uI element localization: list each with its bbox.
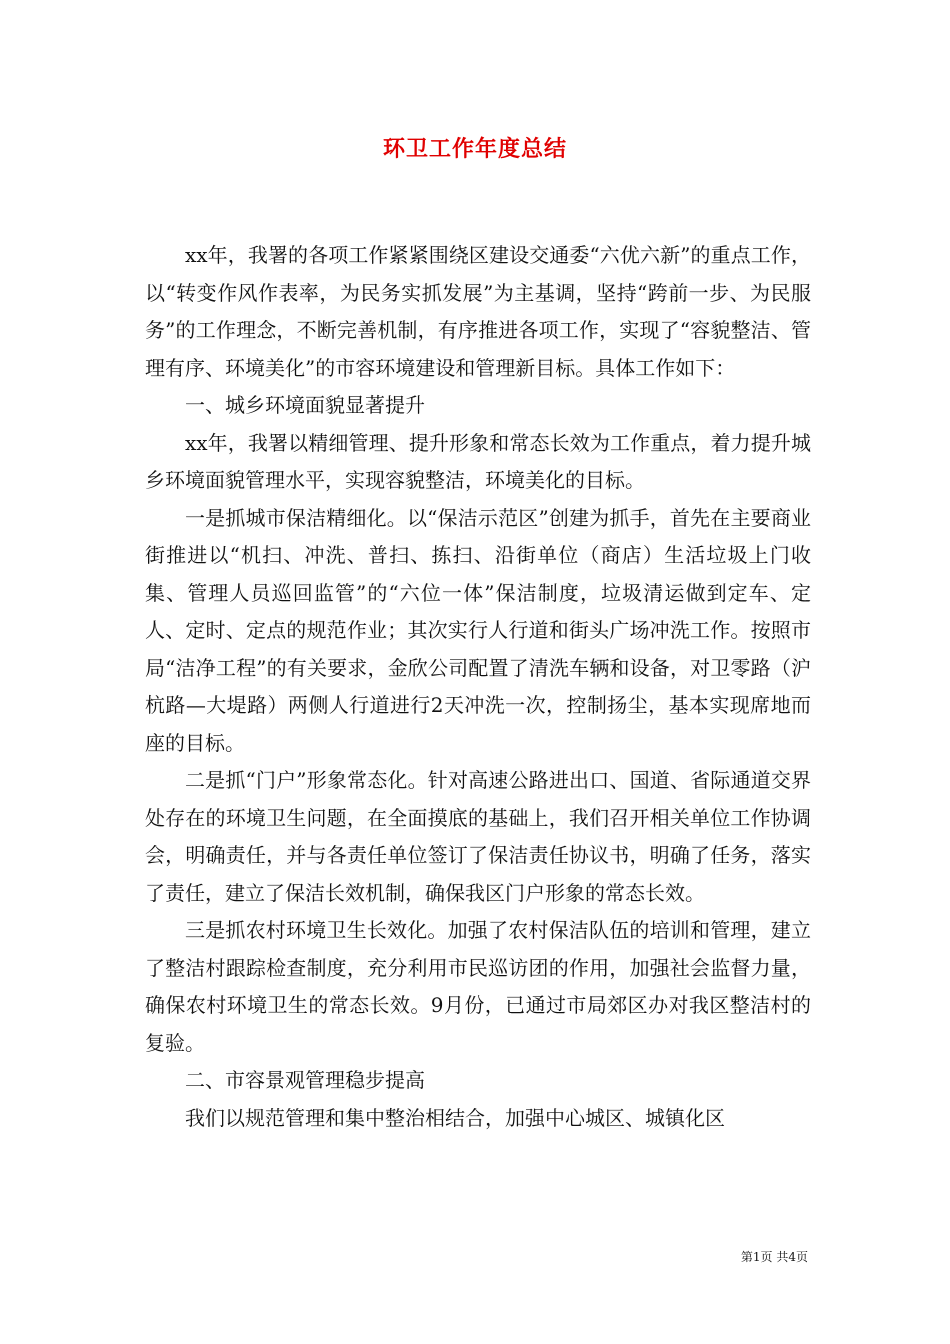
page-number-footer: 第1页 共4页	[740, 1250, 808, 1264]
section-heading-1: 一、城乡环境面貌显著提升	[185, 393, 425, 417]
document-body	[145, 237, 811, 1137]
paragraph-section-2-intro: 我们以规范管理和集中整治相结合，加强中心城区、城镇化区	[185, 1105, 725, 1130]
paragraph-gateway-image: 二是抓“门户”形象常态化。针对高速公路进出口、国道、省际通道交界处存在的环境卫生问题，在全面摸底的基础上，我们召开相关单位工作协调会，明确责任，并与各责任单位签订了保洁责任协议书，明确了任务，落实了责任，建立了保洁长效机制，确保我区门户形象的常态长效。	[145, 768, 811, 905]
paragraph-city-cleaning: 一是抓城市保洁精细化。以“保洁示范区”创建为抓手，首先在主要商业街推进以“机扫、冲洗、普扫、拣扫、沿街单位（商店）生活垃圾上门收集、管理人员巡回监管”的“六位一体”保洁制度，垃圾清运做到定车、定人、定时、定点的规范作业；其次实行人行道和街头广场冲洗工作。按照市局“洁净工程”的有关要求，金欣公司配置了清洗车辆和设备，对卫零路（沪杭路—大堤路）两侧人行道进行2天冲洗一次，控制扬尘，基本实现席地而座的目标。	[145, 505, 811, 755]
section-heading-2: 二、市容景观管理稳步提高	[185, 1068, 425, 1092]
document-title: 环卫工作年度总结	[382, 136, 567, 162]
paragraph-intro: xx年，我署的各项工作紧紧围绕区建设交通委“六优六新”的重点工作，以“转变作风作表率，为民务实抓发展”为主基调，坚持“跨前一步、为民服务”的工作理念，不断完善机制，有序推进各项工作，实现了“容貌整洁、管理有序、环境美化”的市容环境建设和管理新目标。具体工作如下：	[145, 243, 811, 380]
paragraph-section-1-intro: xx年，我署以精细管理、提升形象和常态长效为工作重点，着力提升城乡环境面貌管理水平，实现容貌整洁，环境美化的目标。	[145, 430, 811, 492]
paragraph-rural-sanitation: 三是抓农村环境卫生长效化。加强了农村保洁队伍的培训和管理，建立了整洁村跟踪检查制度，充分利用市民巡访团的作用，加强社会监督力量，确保农村环境卫生的常态长效。9月份，已通过市局郊区办对我区整洁村的复验。	[145, 918, 811, 1055]
